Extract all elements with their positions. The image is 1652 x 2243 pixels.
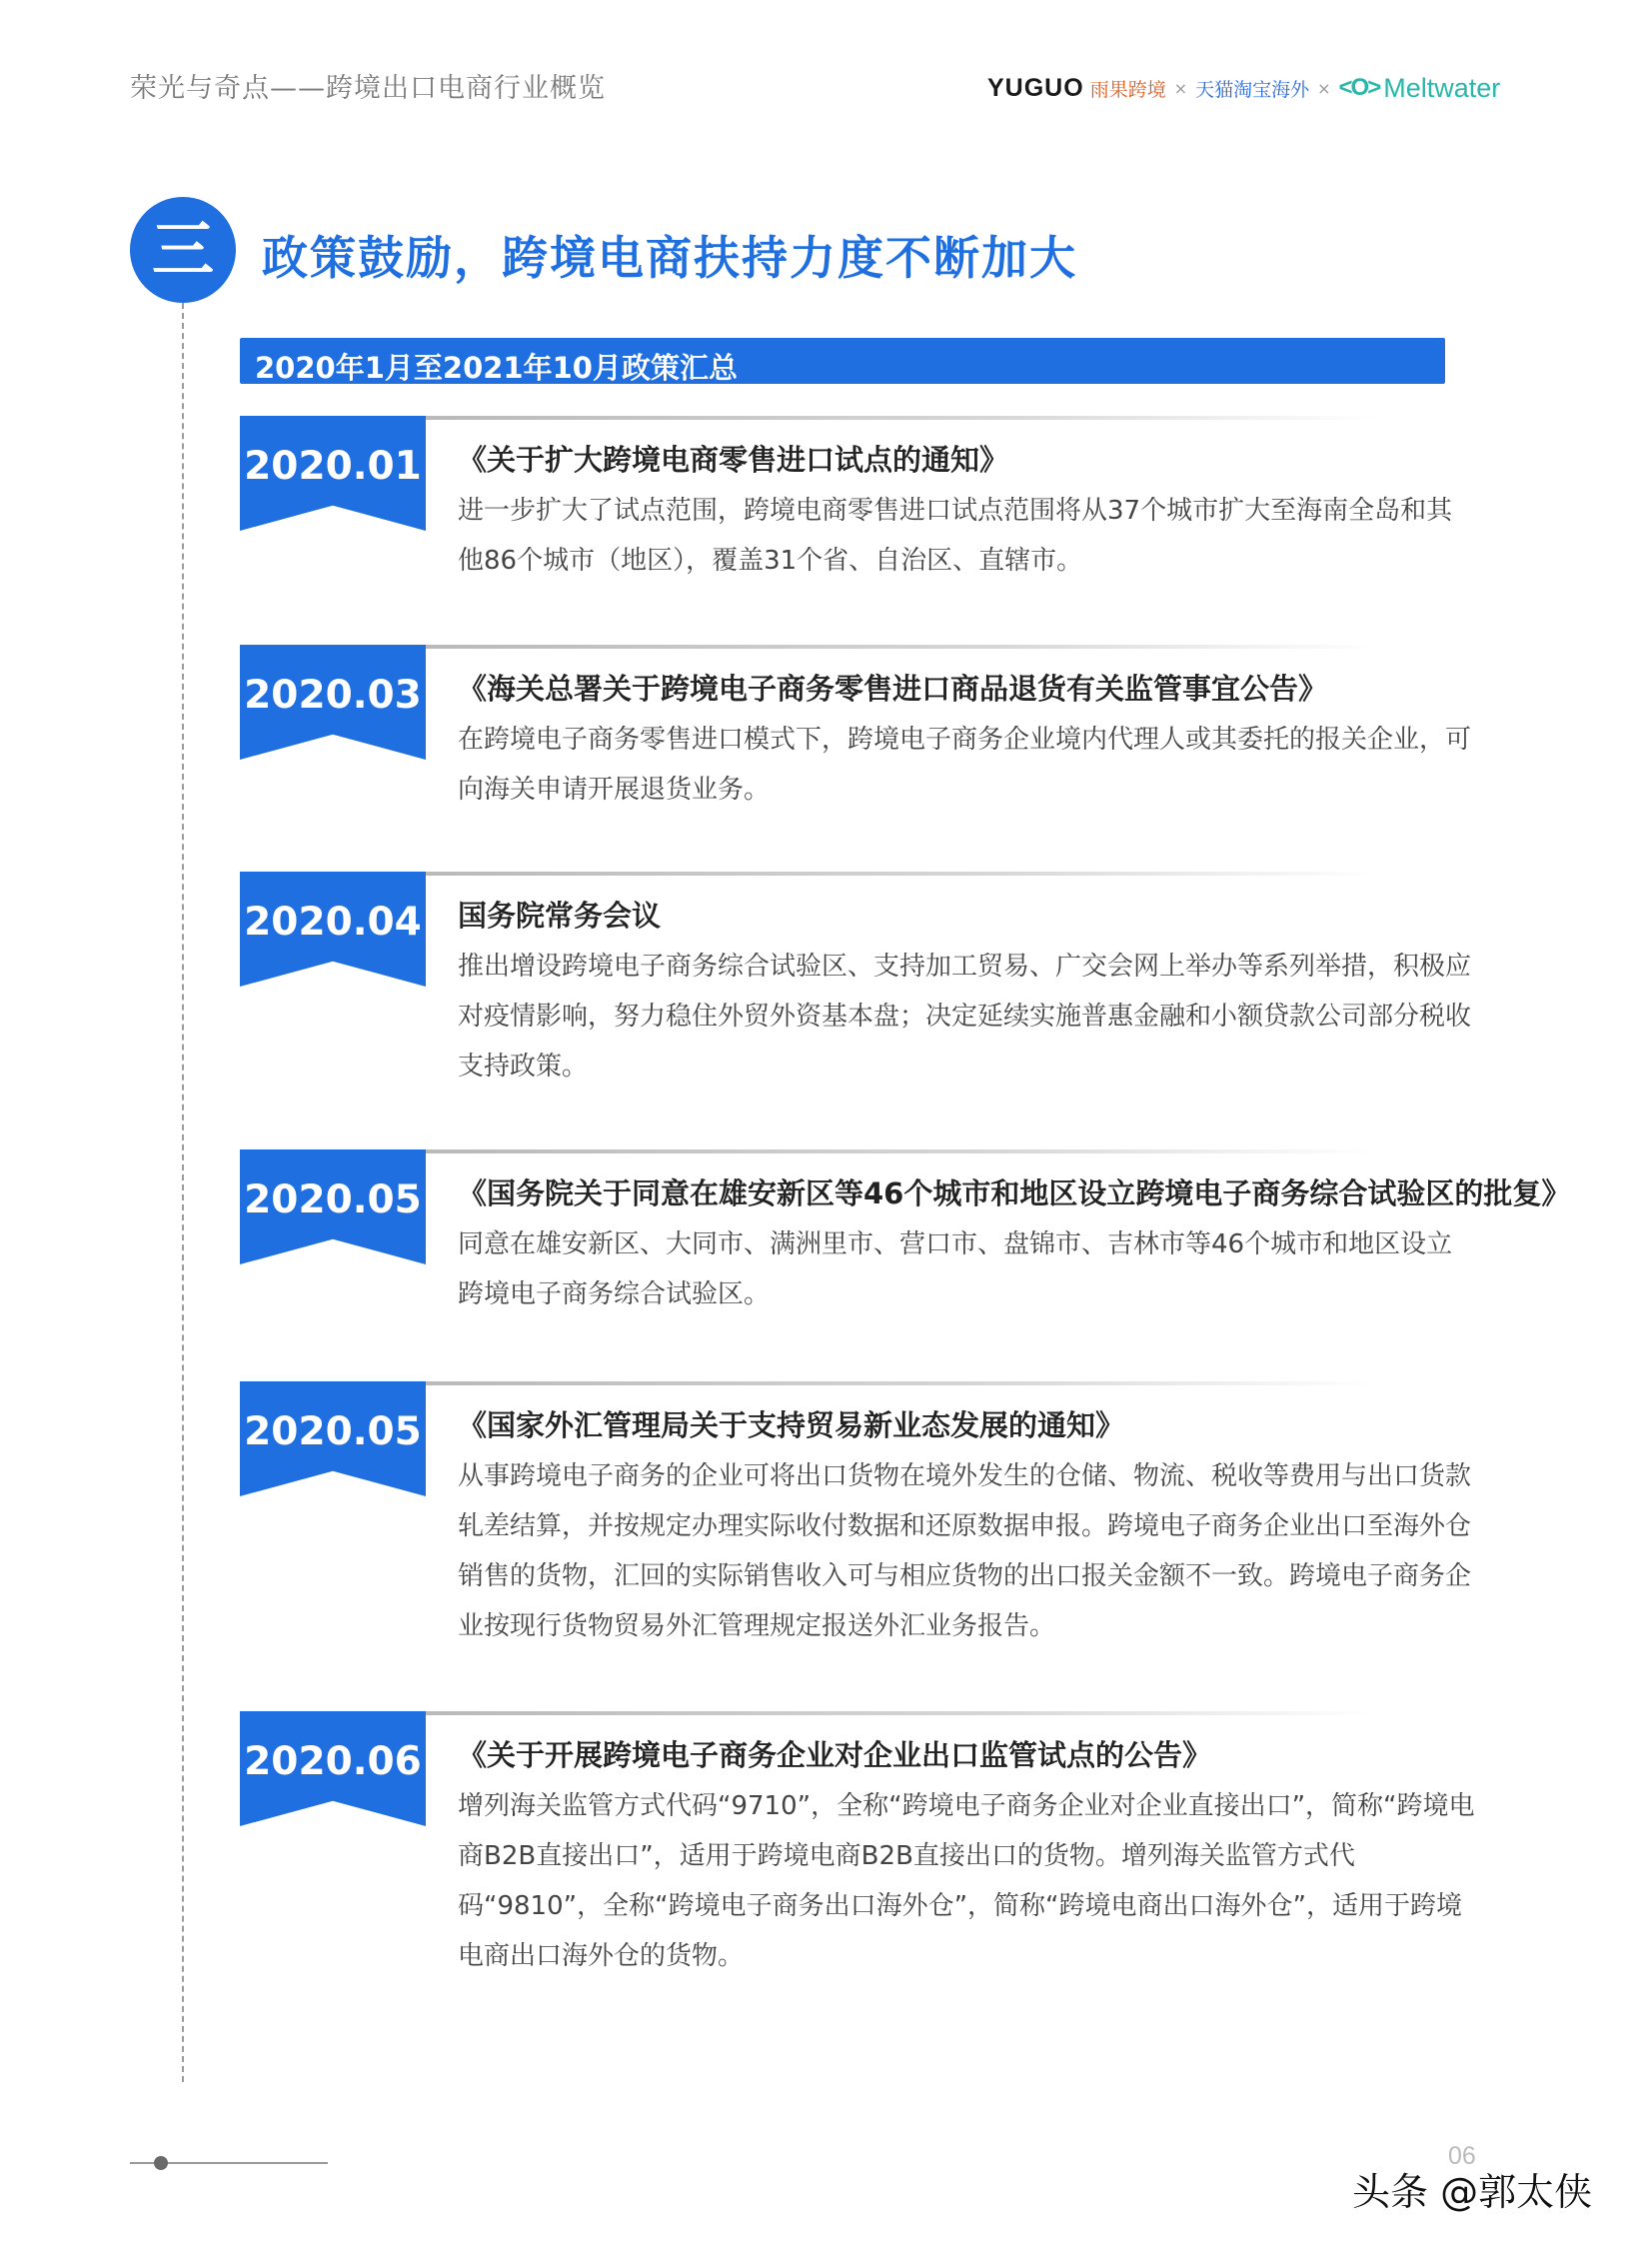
- entry-divider: [426, 645, 1375, 649]
- policy-description: 推出增设跨境电子商务综合试验区、支持加工贸易、广交会网上举办等系列举措，积极应对疫情影响，努力稳住外贸外资基本盘；决定延续实施普惠金融和小额贷款公司部分税收支持政策。: [458, 952, 1472, 1082]
- page-number: 06: [1448, 2142, 1476, 2170]
- yuguo-logo: YUGUO: [987, 73, 1084, 102]
- meltwater-logo: Meltwater: [1383, 72, 1501, 103]
- date-label: 2020.03: [244, 673, 422, 718]
- section-number: 三: [151, 213, 214, 286]
- timeline-line: [182, 303, 184, 2082]
- policy-title: 国务院常务会议: [458, 899, 662, 933]
- date-label: 2020.05: [244, 1177, 422, 1222]
- logo-separator: ×: [1173, 78, 1188, 98]
- policy-description: 进一步扩大了试点范围，跨境电商零售进口试点范围将从37个城市扩大至海南全岛和其他86个城市（地区），覆盖31个省、自治区、直辖市。: [458, 496, 1453, 576]
- policy-title: 《国务院关于同意在雄安新区等46个城市和地区设立跨境电子商务综合试验区的批复》: [458, 1176, 1571, 1210]
- date-label: 2020.04: [244, 900, 422, 945]
- summary-banner-text: 2020年1月至2021年10月政策汇总: [255, 351, 738, 385]
- summary-banner: [240, 338, 1445, 384]
- entry-divider: [426, 1711, 1375, 1715]
- yuguo-logo-cn: 雨果跨境: [1089, 78, 1166, 101]
- section-number-badge: [130, 197, 236, 303]
- policy-description: 增列海关监管方式代码“9710”，全称“跨境电子商务企业对企业直接出口”，简称“跨境电商B2B直接出口”，适用于跨境电商B2B直接出口的货物。增列海关监管方式代码“9810”，全称“跨境电子商务出口海外仓”，简称“跨境电商出口海外仓”，适用于跨境电商出口海外仓的货物。: [458, 1791, 1475, 1971]
- section-title: 政策鼓励，跨境电商扶持力度不断加大: [262, 231, 1077, 285]
- date-label: 2020.01: [244, 444, 422, 489]
- watermark: 头条 @郭太侠: [1352, 2170, 1593, 2214]
- date-label: 2020.06: [244, 1739, 422, 1784]
- policy-description: 在跨境电子商务零售进口模式下，跨境电子商务企业境内代理人或其委托的报关企业，可向海关申请开展退货业务。: [458, 725, 1472, 805]
- tmall-logo: 天猫淘宝海外: [1195, 78, 1310, 101]
- policy-description: 同意在雄安新区、大同市、满洲里市、营口市、盘锦市、吉林市等46个城市和地区设立跨境电子商务综合试验区。: [458, 1229, 1453, 1309]
- policy-title: 《海关总署关于跨境电子商务零售进口商品退货有关监管事宜公告》: [458, 672, 1328, 706]
- policy-title: 《关于扩大跨境电商零售进口试点的通知》: [458, 443, 1009, 477]
- entry-divider: [426, 872, 1375, 876]
- date-label: 2020.05: [244, 1409, 422, 1454]
- header-title: 荣光与奇点——跨境出口电商行业概览: [130, 73, 606, 104]
- entry-divider: [426, 1381, 1375, 1385]
- entry-divider: [426, 416, 1375, 420]
- entry-divider: [426, 1149, 1375, 1153]
- policy-title: 《关于开展跨境电子商务企业对企业出口监管试点的公告》: [458, 1738, 1212, 1772]
- partner-logos: [987, 68, 1500, 108]
- meltwater-icon: <O>: [1338, 74, 1380, 101]
- footer-dot: [154, 2156, 168, 2170]
- policy-title: 《国家外汇管理局关于支持贸易新业态发展的通知》: [458, 1408, 1125, 1442]
- logo-separator: ×: [1317, 78, 1331, 98]
- policy-description: 从事跨境电子商务的企业可将出口货物在境外发生的仓储、物流、税收等费用与出口货款轧差结算，并按规定办理实际收付数据和还原数据申报。跨境电子商务企业出口至海外仓销售的货物，汇回的实际销售收入可与相应货物的出口报关金额不一致。跨境电子商务企业按现行货物贸易外汇管理规定报送外汇业务报告。: [458, 1461, 1472, 1641]
